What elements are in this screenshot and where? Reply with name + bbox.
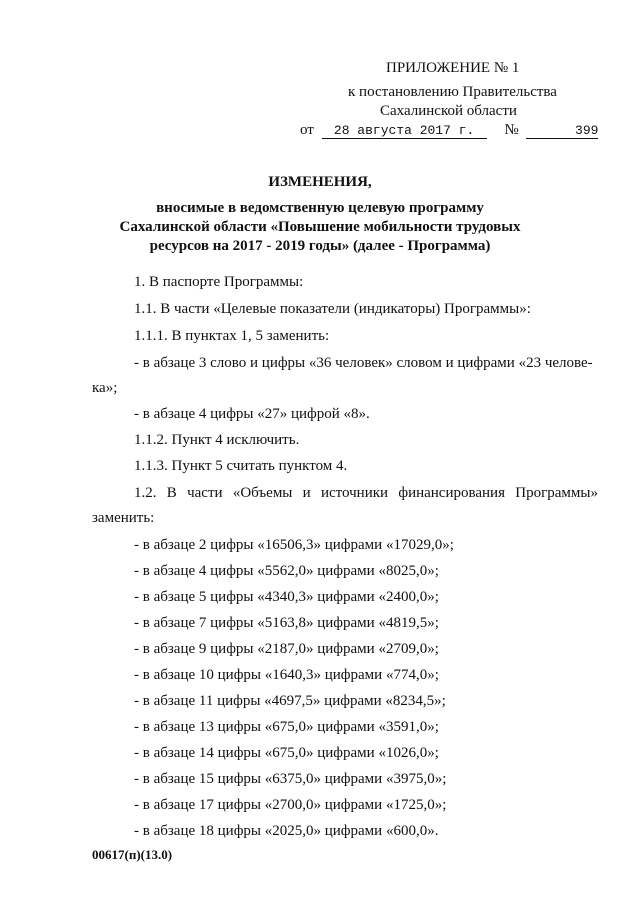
list-item: - в абзаце 4 цифры «5562,0» цифрами «8025,0»;: [134, 563, 439, 579]
list-item: - в абзаце 13 цифры «675,0» цифрами «3591,0»;: [134, 719, 439, 735]
appendix-label: ПРИЛОЖЕНИЕ № 1: [386, 60, 520, 76]
paragraph-1-2: [134, 485, 598, 502]
date-value: 28 августа 2017 г.: [322, 123, 487, 139]
paragraph-1-1: 1.1. В части «Целевые показатели (индикаторы) Программы»:: [134, 301, 531, 317]
list-item: - в абзаце 18 цифры «2025,0» цифрами «600,0».: [134, 823, 439, 839]
list-item: - в абзаце 17 цифры «2700,0» цифрами «1725,0»;: [134, 797, 447, 813]
paragraph-change-2: - в абзаце 4 цифры «27» цифрой «8».: [134, 406, 370, 422]
list-item: - в абзаце 14 цифры «675,0» цифрами «1026,0»;: [134, 745, 439, 761]
number-sign: №: [504, 122, 519, 138]
doc-subtitle-2: Сахалинской области «Повышение мобильности трудовых: [119, 219, 521, 235]
doc-subtitle-1: вносимые в ведомственную целевую программу: [156, 200, 484, 216]
doc-title: ИЗМЕНЕНИЯ,: [268, 174, 372, 190]
date-row: [300, 122, 598, 139]
paragraph-1: 1. В паспорте Программы:: [134, 274, 304, 290]
doc-subtitle-3: ресурсов на 2017 - 2019 годы» (далее - Программа): [149, 238, 491, 254]
list-item: - в абзаце 7 цифры «5163,8» цифрами «4819,5»;: [134, 615, 439, 631]
header-line-2: Сахалинской области: [380, 103, 517, 119]
paragraph-1-1-1: 1.1.1. В пунктах 1, 5 заменить:: [134, 328, 330, 344]
p8-word: источники: [320, 485, 389, 501]
paragraph-1-2-cont: заменить:: [92, 510, 155, 526]
paragraph-1-1-3: 1.1.3. Пункт 5 считать пунктом 4.: [134, 458, 348, 474]
document-code: 00617(п)(13.0): [92, 847, 173, 862]
p8-word: финансирования: [398, 485, 505, 501]
p8-word: «Объемы: [232, 485, 293, 501]
paragraph-change-1b: ка»;: [92, 380, 118, 396]
list-item: - в абзаце 9 цифры «2187,0» цифрами «2709,0»;: [134, 641, 439, 657]
list-item: - в абзаце 5 цифры «4340,3» цифрами «2400,0»;: [134, 589, 439, 605]
paragraph-1-1-2: 1.1.2. Пункт 4 исключить.: [134, 432, 300, 448]
date-prefix: от: [300, 122, 314, 138]
p8-word: 1.2.: [134, 485, 157, 501]
header-line-1: к постановлению Правительства: [348, 84, 557, 100]
list-item: - в абзаце 15 цифры «6375,0» цифрами «3975,0»;: [134, 771, 447, 787]
p8-word: части: [187, 485, 223, 501]
p8-word: и: [302, 485, 311, 501]
list-item: - в абзаце 10 цифры «1640,3» цифрами «774,0»;: [134, 667, 439, 683]
p8-word: В: [166, 485, 177, 501]
paragraph-change-1a: - в абзаце 3 слово и цифры «36 человек» словом и цифрами «23 челове-: [134, 355, 593, 371]
p8-word: Программы»: [515, 485, 598, 501]
list-item: - в абзаце 2 цифры «16506,3» цифрами «17029,0»;: [134, 537, 454, 553]
list-item: - в абзаце 11 цифры «4697,5» цифрами «8234,5»;: [134, 693, 446, 709]
number-value: 399: [526, 123, 598, 139]
